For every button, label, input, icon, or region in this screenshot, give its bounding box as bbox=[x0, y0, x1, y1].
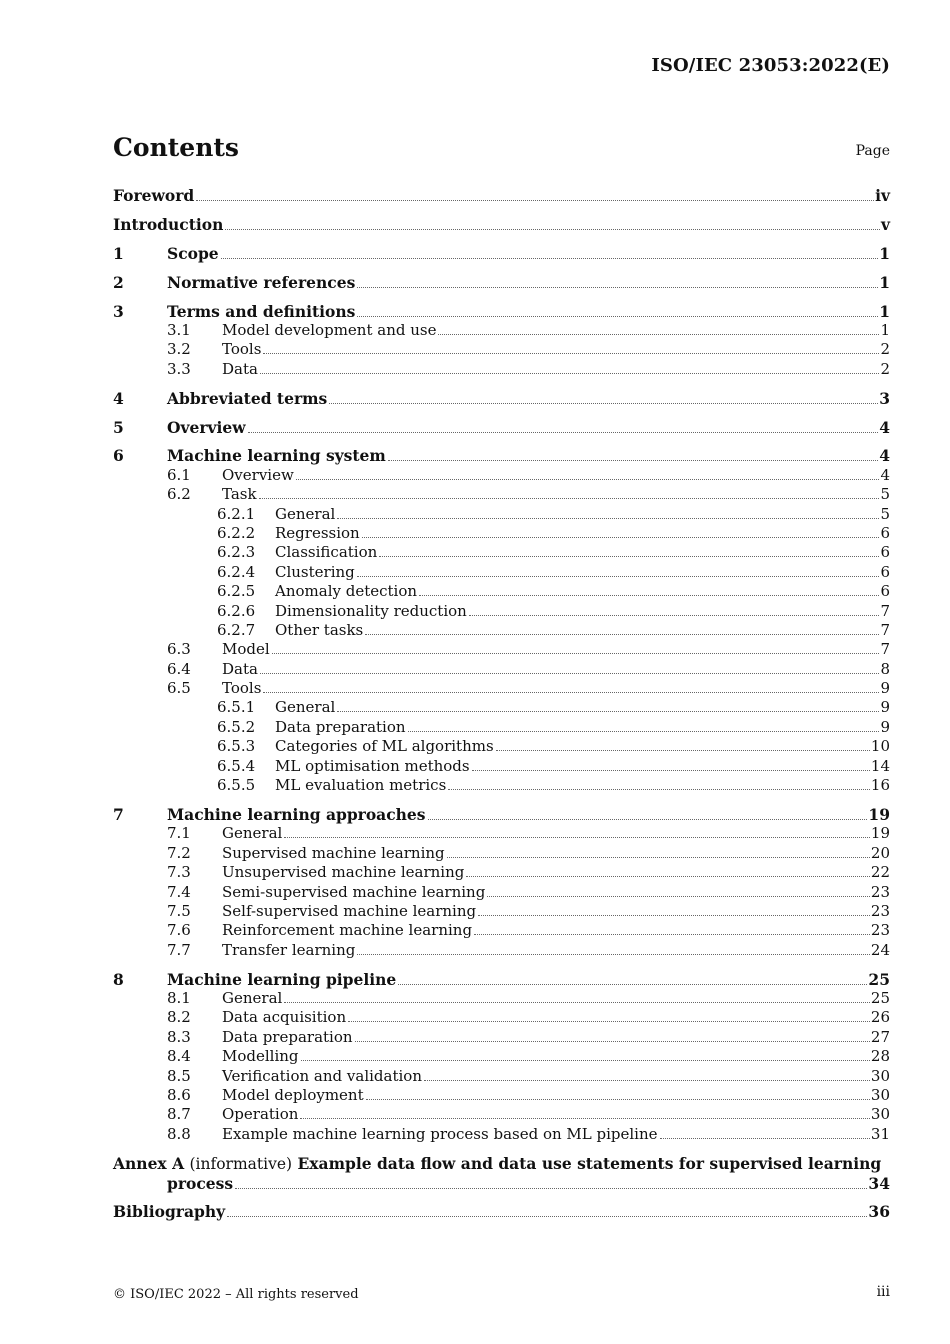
toc-entry-page: iv bbox=[875, 186, 890, 205]
leader-dots bbox=[379, 556, 879, 557]
toc-entry-page: 7 bbox=[880, 601, 890, 620]
toc-entry-title: Verification and validation bbox=[222, 1066, 422, 1085]
toc-entry-number: 7.2 bbox=[167, 843, 191, 862]
toc-entry[interactable] bbox=[113, 1008, 890, 1027]
leader-dots bbox=[227, 1216, 867, 1217]
toc-entry[interactable] bbox=[113, 1067, 890, 1086]
footer-page-number: iii bbox=[876, 1284, 890, 1300]
toc-entry-number: 7.3 bbox=[167, 863, 191, 882]
toc-entry-page: 27 bbox=[870, 1027, 890, 1046]
toc-entry-page: 1 bbox=[879, 301, 890, 321]
toc-entry-number: 8.2 bbox=[167, 1008, 191, 1027]
toc-entry-number: 3 bbox=[113, 301, 124, 321]
leader-dots bbox=[355, 1041, 870, 1042]
toc-entry-title: Tools bbox=[222, 679, 262, 698]
toc-entry-title: Overview bbox=[222, 465, 294, 484]
toc-entry-title: Transfer learning bbox=[222, 940, 356, 959]
toc-entry-page: 7 bbox=[880, 620, 890, 639]
leader-dots bbox=[469, 615, 880, 616]
toc-entry-title: General bbox=[275, 504, 336, 523]
toc-entry-page: 16 bbox=[870, 776, 890, 795]
toc-entry[interactable] bbox=[113, 718, 890, 737]
toc-entry-page: 6 bbox=[880, 582, 890, 601]
toc-entry-title: Machine learning system bbox=[167, 446, 386, 466]
toc-entry-page: 9 bbox=[880, 698, 890, 717]
annex-title-line2: process bbox=[167, 1173, 234, 1193]
toc-entry-page: 31 bbox=[870, 1124, 890, 1143]
toc-entry[interactable] bbox=[113, 621, 890, 640]
toc-entry-number: 8.3 bbox=[167, 1027, 191, 1046]
toc-entry-number: 2 bbox=[113, 272, 124, 292]
toc-entry-title: Machine learning pipeline bbox=[167, 969, 397, 989]
leader-dots bbox=[284, 837, 870, 838]
toc-entry-page: 19 bbox=[870, 824, 890, 843]
toc-entry-title: Regression bbox=[275, 523, 360, 542]
toc-entry-page: 28 bbox=[870, 1047, 890, 1066]
toc-entry-number: 8.6 bbox=[167, 1085, 191, 1104]
toc-entry-number: 6.2.6 bbox=[217, 601, 256, 620]
toc-entry-number: 3.1 bbox=[167, 320, 191, 339]
toc-entry-number: 8.8 bbox=[167, 1124, 191, 1143]
annex-page: 34 bbox=[868, 1173, 890, 1193]
toc-entry-number: 8.1 bbox=[167, 988, 191, 1007]
toc-entry-number: 8 bbox=[113, 969, 124, 989]
toc-entry[interactable] bbox=[113, 941, 890, 960]
toc-entry-title: Categories of ML algorithms bbox=[275, 737, 494, 756]
toc-entry-title: General bbox=[275, 698, 336, 717]
toc-entry-page: 23 bbox=[870, 921, 890, 940]
toc-entry-number: 4 bbox=[113, 388, 124, 408]
toc-entry-title: ML optimisation methods bbox=[275, 756, 470, 775]
toc-entry-title: Abbreviated terms bbox=[167, 388, 328, 408]
toc-entry-page: 5 bbox=[880, 504, 890, 523]
leader-dots bbox=[284, 1002, 870, 1003]
toc-entry-title: Task bbox=[222, 485, 257, 504]
toc-entry-number: 7.7 bbox=[167, 940, 191, 959]
leader-dots bbox=[301, 1060, 870, 1061]
leader-dots bbox=[466, 876, 870, 877]
toc-entry[interactable] bbox=[113, 698, 890, 717]
toc-entry[interactable] bbox=[113, 883, 890, 902]
toc-annex-a[interactable] bbox=[113, 1154, 890, 1194]
toc-entry-page: 7 bbox=[880, 640, 890, 659]
toc-entry-page: 25 bbox=[870, 988, 890, 1007]
toc-entry-number: 7.6 bbox=[167, 921, 191, 940]
toc-entry-number: 6.4 bbox=[167, 659, 191, 678]
toc-entry-number: 6 bbox=[113, 446, 124, 466]
toc-entry-number: 6.2.2 bbox=[217, 523, 256, 542]
leader-dots bbox=[660, 1138, 870, 1139]
toc-entry-number: 6.2.7 bbox=[217, 620, 256, 639]
toc-entry[interactable] bbox=[113, 524, 890, 543]
toc-entry-page: 23 bbox=[870, 882, 890, 901]
toc-entry-page: 1 bbox=[879, 243, 890, 263]
toc-entry-page: 4 bbox=[879, 417, 890, 437]
toc-entry-title: Anomaly detection bbox=[275, 582, 418, 601]
annex-label: Annex A bbox=[113, 1153, 185, 1173]
toc-entry-page: 22 bbox=[870, 863, 890, 882]
toc-entry-title: General bbox=[222, 824, 283, 843]
toc-entry[interactable] bbox=[113, 321, 890, 340]
toc-entry[interactable] bbox=[113, 186, 890, 205]
toc-entry[interactable] bbox=[113, 602, 890, 621]
toc-entry-page: 3 bbox=[879, 388, 890, 408]
toc-entry-title: Model bbox=[222, 640, 270, 659]
toc-entry-number: 6.5 bbox=[167, 679, 191, 698]
toc-entry[interactable] bbox=[113, 757, 890, 776]
leader-dots bbox=[366, 1099, 870, 1100]
toc-entry-title: Model development and use bbox=[222, 320, 437, 339]
leader-dots bbox=[357, 954, 870, 955]
leader-dots bbox=[263, 353, 879, 354]
toc-entry-title: Machine learning approaches bbox=[167, 804, 426, 824]
leader-dots bbox=[357, 287, 878, 288]
toc-entry[interactable] bbox=[113, 1047, 890, 1066]
toc-entry[interactable] bbox=[113, 446, 890, 465]
toc-entry-page: 6 bbox=[880, 543, 890, 562]
toc-entry-page: 1 bbox=[879, 272, 890, 292]
toc-entry[interactable] bbox=[113, 360, 890, 379]
toc-entry[interactable] bbox=[113, 640, 890, 659]
toc-entry-number: 8.7 bbox=[167, 1105, 191, 1124]
toc-entry-number: 3.2 bbox=[167, 340, 191, 359]
toc-entry-title: ML evaluation metrics bbox=[275, 776, 447, 795]
toc-entry-title: Tools bbox=[222, 340, 262, 359]
toc-entry-number: 1 bbox=[113, 243, 124, 263]
leader-dots bbox=[337, 711, 879, 712]
leader-dots bbox=[235, 1188, 867, 1189]
toc-entry-number: 6.5.1 bbox=[217, 698, 256, 717]
toc-entry-number: 6.2.3 bbox=[217, 543, 256, 562]
toc-entry-page: 4 bbox=[880, 465, 890, 484]
leader-dots bbox=[365, 634, 879, 635]
toc-entry-number: 6.2 bbox=[167, 485, 191, 504]
toc-entry-page: 20 bbox=[870, 843, 890, 862]
toc-entry-page: v bbox=[880, 214, 890, 234]
toc-entry-page: 2 bbox=[880, 359, 890, 378]
toc-entry-title: Data preparation bbox=[222, 1027, 353, 1046]
toc-entry-page: 26 bbox=[870, 1008, 890, 1027]
toc-entry-number: 7.5 bbox=[167, 901, 191, 920]
toc-entry-page: 9 bbox=[880, 717, 890, 736]
toc-entry-title: Data acquisition bbox=[222, 1008, 347, 1027]
leader-dots bbox=[296, 479, 880, 480]
leader-dots bbox=[225, 229, 880, 230]
toc-entry-title: Semi-supervised machine learning bbox=[222, 882, 486, 901]
toc-entry[interactable] bbox=[113, 1086, 890, 1105]
toc-entry-number: 6.5.2 bbox=[217, 717, 256, 736]
toc-entry-page: 24 bbox=[870, 940, 890, 959]
toc-entry-number: 6.5.5 bbox=[217, 776, 256, 795]
leader-dots bbox=[408, 731, 880, 732]
toc-entry[interactable] bbox=[113, 660, 890, 679]
toc-entry-number: 6.5.4 bbox=[217, 756, 256, 775]
toc-entry-title: Introduction bbox=[113, 214, 224, 234]
leader-dots bbox=[196, 200, 874, 201]
toc-entry[interactable] bbox=[113, 824, 890, 843]
toc-entry-title: Data bbox=[222, 659, 258, 678]
leader-dots bbox=[447, 857, 870, 858]
toc-entry[interactable] bbox=[113, 340, 890, 359]
toc-entry-number: 6.5.3 bbox=[217, 737, 256, 756]
bibliography-title: Bibliography bbox=[113, 1202, 226, 1222]
toc-entry-title: Data bbox=[222, 359, 258, 378]
toc-entries bbox=[113, 186, 890, 1144]
toc-entry-title: Classification bbox=[275, 543, 378, 562]
leader-dots bbox=[348, 1021, 870, 1022]
toc-entry[interactable] bbox=[113, 776, 890, 795]
toc-entry-number: 6.2.4 bbox=[217, 562, 256, 581]
leader-dots bbox=[362, 537, 880, 538]
leader-dots bbox=[300, 1118, 870, 1119]
toc-entry-number: 7.4 bbox=[167, 882, 191, 901]
leader-dots bbox=[428, 819, 868, 820]
leader-dots bbox=[496, 750, 870, 751]
bibliography-page: 36 bbox=[868, 1202, 890, 1222]
leader-dots bbox=[474, 934, 870, 935]
leader-dots bbox=[259, 498, 880, 499]
toc-entry[interactable] bbox=[113, 582, 890, 601]
leader-dots bbox=[388, 460, 878, 461]
document-code: ISO/IEC 23053:2022(E) bbox=[651, 55, 890, 76]
toc-entry-title: Normative references bbox=[167, 272, 356, 292]
toc-entry[interactable] bbox=[113, 921, 890, 940]
toc-entry-number: 7.1 bbox=[167, 824, 191, 843]
toc-entry-page: 30 bbox=[870, 1105, 890, 1124]
contents-title: Contents bbox=[113, 133, 240, 162]
leader-dots bbox=[260, 373, 880, 374]
leader-dots bbox=[263, 692, 879, 693]
leader-dots bbox=[438, 334, 879, 335]
footer-copyright: © ISO/IEC 2022 – All rights reserved bbox=[113, 1287, 359, 1302]
toc-entry-number: 3.3 bbox=[167, 359, 191, 378]
toc-entry-page: 6 bbox=[880, 523, 890, 542]
leader-dots bbox=[419, 595, 879, 596]
toc-entry-title: Unsupervised machine learning bbox=[222, 863, 465, 882]
toc-entry-number: 6.3 bbox=[167, 640, 191, 659]
toc-entry[interactable] bbox=[113, 679, 890, 698]
toc-entry[interactable] bbox=[113, 902, 890, 921]
toc-entry-number: 5 bbox=[113, 417, 124, 437]
toc-entry-title: Overview bbox=[167, 417, 246, 437]
toc-entry-number: 8.4 bbox=[167, 1047, 191, 1066]
toc-entry-title: Example machine learning process based on ML pipeline bbox=[222, 1124, 658, 1143]
toc-entry-title: Self-supervised machine learning bbox=[222, 901, 477, 920]
toc-entry[interactable] bbox=[113, 485, 890, 504]
toc-entry[interactable] bbox=[113, 563, 890, 582]
leader-dots bbox=[357, 316, 878, 317]
toc-entry-page: 9 bbox=[880, 679, 890, 698]
toc-entry-page: 30 bbox=[870, 1085, 890, 1104]
toc-entry[interactable] bbox=[113, 389, 890, 408]
toc-entry[interactable] bbox=[113, 989, 890, 1008]
toc-entry-page: 25 bbox=[868, 969, 890, 989]
toc-entry-page: 2 bbox=[880, 340, 890, 359]
toc-entry-page: 30 bbox=[870, 1066, 890, 1085]
leader-dots bbox=[260, 673, 880, 674]
toc-entry-title: Model deployment bbox=[222, 1085, 364, 1104]
toc-entry[interactable] bbox=[113, 418, 890, 437]
toc-entry-number: 6.1 bbox=[167, 465, 191, 484]
toc-entry[interactable] bbox=[113, 244, 890, 263]
toc-entry-title: Operation bbox=[222, 1105, 299, 1124]
toc-entry[interactable] bbox=[113, 863, 890, 882]
toc-entry-number: 6.2.1 bbox=[217, 504, 256, 523]
toc-entry-title: Terms and definitions bbox=[167, 301, 356, 321]
toc-entry[interactable] bbox=[113, 302, 890, 321]
page-column-label: Page bbox=[855, 143, 890, 159]
toc-entry-page: 8 bbox=[880, 659, 890, 678]
toc-entry-title: Modelling bbox=[222, 1047, 299, 1066]
leader-dots bbox=[424, 1080, 870, 1081]
toc-entry-number: 6.2.5 bbox=[217, 582, 256, 601]
table-of-contents bbox=[113, 186, 890, 1222]
toc-entry[interactable] bbox=[113, 543, 890, 562]
toc-bibliography[interactable] bbox=[113, 1202, 890, 1221]
toc-entry[interactable] bbox=[113, 970, 890, 989]
toc-entry-title: Reinforcement machine learning bbox=[222, 921, 473, 940]
leader-dots bbox=[448, 789, 870, 790]
leader-dots bbox=[398, 984, 867, 985]
leader-dots bbox=[248, 432, 879, 433]
toc-entry-page: 1 bbox=[880, 320, 890, 339]
toc-entry-page: 4 bbox=[879, 446, 890, 466]
toc-entry[interactable] bbox=[113, 1028, 890, 1047]
leader-dots bbox=[478, 915, 870, 916]
toc-entry[interactable] bbox=[113, 737, 890, 756]
toc-entry-title: General bbox=[222, 988, 283, 1007]
annex-title-line1: Example data flow and data use statements for supervised learning bbox=[297, 1153, 882, 1173]
toc-entry-title: Data preparation bbox=[275, 717, 406, 736]
toc-entry-title: Foreword bbox=[113, 186, 195, 205]
leader-dots bbox=[221, 258, 879, 259]
toc-entry-title: Other tasks bbox=[275, 620, 364, 639]
toc-entry-title: Supervised machine learning bbox=[222, 843, 445, 862]
toc-entry-page: 10 bbox=[870, 737, 890, 756]
leader-dots bbox=[272, 653, 880, 654]
toc-entry[interactable] bbox=[113, 844, 890, 863]
toc-entry-title: Dimensionality reduction bbox=[275, 601, 467, 620]
toc-entry[interactable] bbox=[113, 505, 890, 524]
toc-entry-number: 7 bbox=[113, 804, 124, 824]
toc-entry[interactable] bbox=[113, 466, 890, 485]
leader-dots bbox=[487, 896, 870, 897]
toc-entry[interactable] bbox=[113, 805, 890, 824]
toc-entry[interactable] bbox=[113, 215, 890, 234]
toc-entry[interactable] bbox=[113, 1105, 890, 1124]
toc-entry-page: 6 bbox=[880, 562, 890, 581]
leader-dots bbox=[329, 403, 878, 404]
toc-entry[interactable] bbox=[113, 1125, 890, 1144]
leader-dots bbox=[357, 576, 880, 577]
toc-entry[interactable] bbox=[113, 273, 890, 292]
toc-entry-page: 14 bbox=[870, 756, 890, 775]
toc-entry-page: 5 bbox=[880, 485, 890, 504]
toc-entry-page: 23 bbox=[870, 901, 890, 920]
toc-entry-title: Scope bbox=[167, 243, 219, 263]
leader-dots bbox=[472, 770, 870, 771]
annex-type: (informative) bbox=[189, 1154, 293, 1173]
toc-entry-title: Clustering bbox=[275, 562, 355, 581]
toc-entry-number: 8.5 bbox=[167, 1066, 191, 1085]
leader-dots bbox=[337, 518, 879, 519]
toc-entry-page: 19 bbox=[868, 804, 890, 824]
